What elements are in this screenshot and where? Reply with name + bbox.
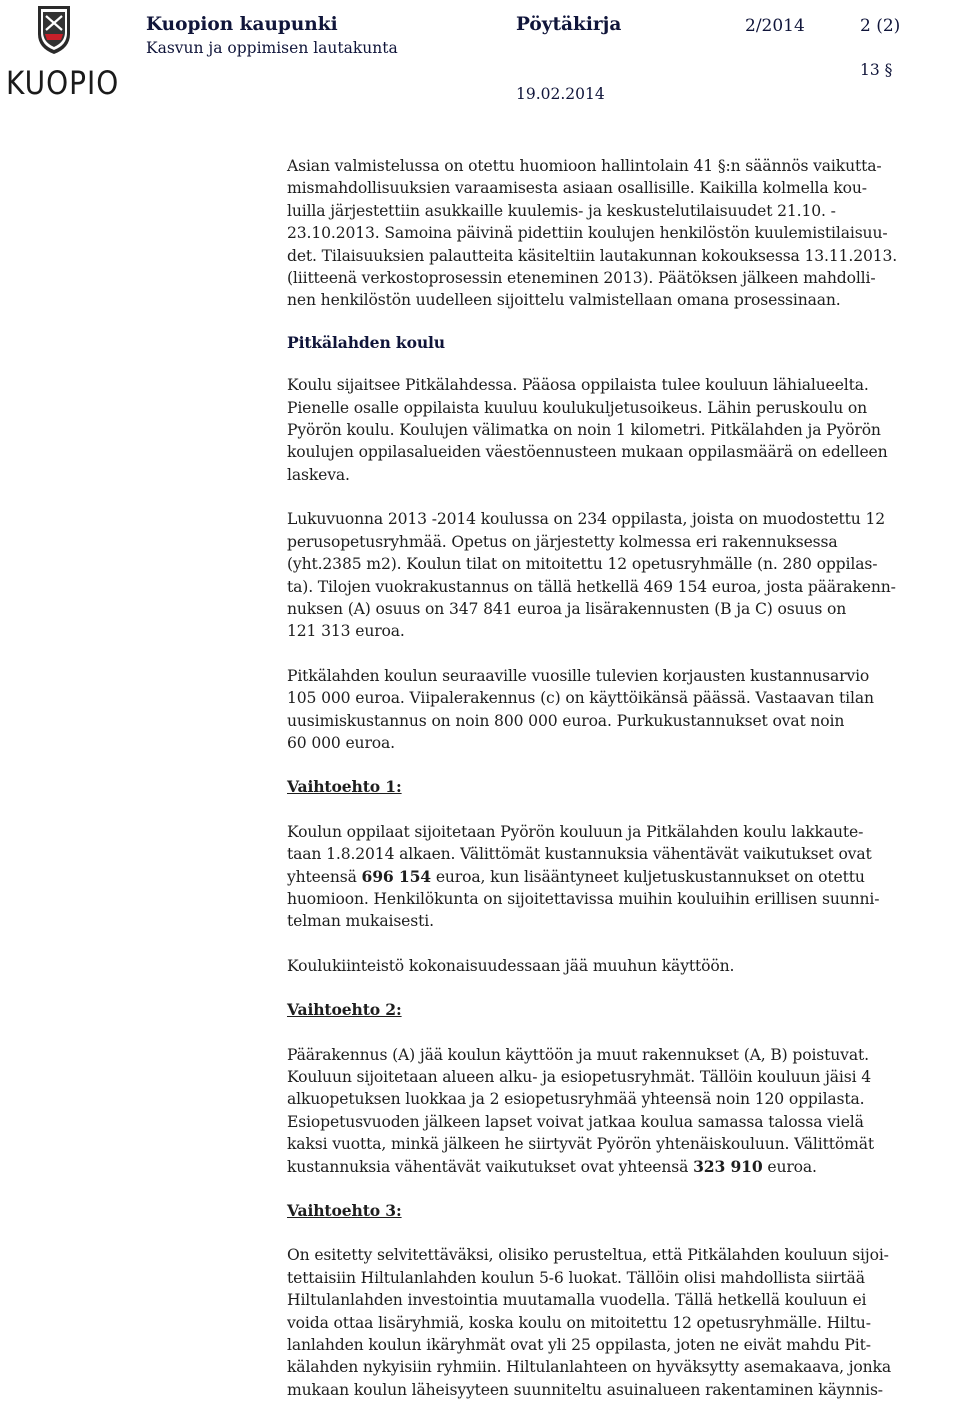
text-line: huomioon. Henkilökunta on sijoitettavissa muihin kouluihin erillisen suunni- [287,889,880,908]
text-line: perusopetusryhmää. Opetus on järjestetty kolmessa eri rakennuksessa [287,532,838,551]
text-line: det. Tilaisuuksien palautteita käsiteltiin lautakunnan kokouksessa 13.11.2013. [287,246,898,265]
intro-paragraph [287,155,959,312]
text-line: telman mukaisesti. [287,912,434,931]
option2-paragraph [287,1044,959,1178]
text-line: 23.10.2013. Samoina päivinä pidettiin koulujen henkilöstön kuulemistilaisuu- [287,224,888,243]
text-line: 60 000 euroa. [287,733,395,752]
text-line: (liitteenä verkostoprosessin eteneminen 2013). Päätöksen jälkeen mahdolli- [287,269,876,288]
meeting-date: 19.02.2014 [516,85,605,103]
document-type: Pöytäkirja [516,14,622,35]
option1-paragraph [287,821,959,933]
text-line: kälahden nykyisiin ryhmiin. Hiltulanlahteen on hyväksytty asemakaava, jonka [287,1358,891,1377]
property-note: Koulukiinteistö kokonaisuudessaan jää muuhun käyttöön. [287,956,735,975]
text-line: taan 1.8.2014 alkaen. Välittömät kustannuksia vähentävät vaikutukset ovat [287,845,872,864]
text-line: Koulun oppilaat sijoitetaan Pyörön kouluun ja Pitkälahden koulu lakkaute- [287,822,864,841]
text-line: laskeva. [287,465,350,484]
text-line: 105 000 euroa. Viipalerakennus (c) on käyttöikänsä päässä. Vastaavan tilan [287,689,874,708]
logo-wordmark: KUOPIO [6,64,120,102]
text-line: (yht.2385 m2). Koulun tilat on mitoitettu 12 opetusryhmälle (n. 280 oppilas- [287,555,878,574]
text-line: Hiltulanlahden investointia muutamalla vuodella. Tällä hetkellä kouluun ei [287,1291,867,1310]
text-line: mukaan koulun läheisyyteen suunniteltu asuinalueen rakentaminen käynnis- [287,1380,883,1399]
text-fragment: yhteensä [287,867,362,886]
text-line: Pitkälahden koulun seuraaville vuosille tulevien korjausten kustannusarvio [287,666,870,685]
option3-paragraph [287,1244,959,1401]
school-heading: Pitkälahden koulu [287,332,445,352]
text-line: luilla järjestettiin asukkaille kuulemis- ja keskustelutilaisuudet 21.10. - [287,201,836,220]
text-line: Asian valmistelussa on otettu huomioon hallintolain 41 §:n säännös vaikutta- [287,157,882,175]
text-line [287,866,959,888]
savings-amount: 323 910 [693,1156,763,1176]
kuopio-crest-icon [36,4,72,56]
text-line: Pienelle osalle oppilaista kuuluu koulukuljetusoikeus. Lähin peruskoulu on [287,398,868,417]
text-line: tettaisiin Hiltulanlahden koulun 5-6 luokat. Tällöin olisi mahdollista siirtää [287,1268,865,1287]
text-line: Pyörön koulu. Koulujen välimatka on noin 1 kilometri. Pitkälahden ja Pyörön [287,421,881,440]
option2-heading: Vaihtoehto 2: [287,1000,402,1020]
text-line: Päärakennus (A) jää koulun käyttöön ja muut rakennukset (A, B) poistuvat. [287,1045,869,1064]
organization-name: Kuopion kaupunki [146,14,338,35]
text-line: Kouluun sijoitetaan alueen alku- ja esiopetusryhmät. Tällöin kouluun jäisi 4 [287,1068,872,1086]
document-number: 2/2014 [745,16,805,36]
text-line: nuksen (A) osuus on 347 841 euroa ja lisärakennusten (B ja C) osuus on [287,599,847,618]
section-number: 13 § [860,61,893,79]
stats-paragraph [287,508,959,642]
text-line [287,1156,959,1178]
text-line: kaksi vuotta, minkä jälkeen he siirtyvät Pyörön yhtenäiskouluun. Välittömät [287,1135,874,1154]
document-body [287,155,959,1401]
text-line: 121 313 euroa. [287,622,405,641]
text-line: Koulu sijaitsee Pitkälahdessa. Pääosa oppilaista tulee kouluun lähialueelta. [287,376,869,395]
school-paragraph [287,374,959,486]
board-name: Kasvun ja oppimisen lautakunta [146,39,398,57]
text-line: mismahdollisuuksien varaamisesta asiaan osallisille. Kaikilla kolmella kou- [287,179,867,198]
text-line: uusimiskustannus on noin 800 000 euroa. Purkukustannukset ovat noin [287,711,845,730]
text-fragment: euroa, kun lisääntyneet kuljetuskustannukset on otettu [431,867,865,886]
savings-amount: 696 154 [361,866,432,886]
text-line: voida ottaa lisäryhmiä, koska koulu on mitoitettu 12 opetusryhmälle. Hiltu- [287,1313,871,1332]
text-line: ta). Tilojen vuokrakustannus on tällä hetkellä 469 154 euroa, josta päärakenn- [287,577,896,596]
text-line: Esiopetusvuoden jälkeen lapset voivat jatkaa koulua samassa talossa vielä [287,1112,864,1131]
text-line: nen henkilöstön uudelleen sijoittelu valmistellaan omana prosessinaan. [287,291,841,310]
text-line: On esitetty selvitettäväksi, olisiko perusteltua, että Pitkälahden kouluun sijoi- [287,1246,889,1265]
text-line: lanlahden koulun ikäryhmät ovat yli 25 oppilasta, joten ne eivät mahdu Pit- [287,1336,871,1355]
page-number: 2 (2) [860,16,901,36]
text-line: koulujen oppilasalueiden väestöennusteen mukaan oppilasmäärä on edelleen [287,443,888,462]
text-fragment: euroa. [762,1157,817,1176]
repair-paragraph [287,665,959,755]
text-line: Lukuvuonna 2013 -2014 koulussa on 234 oppilasta, joista on muodostettu 12 [287,510,886,529]
text-line: alkuopetuksen luokkaa ja 2 esiopetusryhmää yhteensä noin 120 oppilasta. [287,1090,865,1109]
kuopio-logo [4,2,120,102]
text-fragment: kustannuksia vähentävät vaikutukset ovat yhteensä [287,1157,694,1176]
option3-heading: Vaihtoehto 3: [287,1201,402,1221]
option1-heading: Vaihtoehto 1: [287,777,402,797]
